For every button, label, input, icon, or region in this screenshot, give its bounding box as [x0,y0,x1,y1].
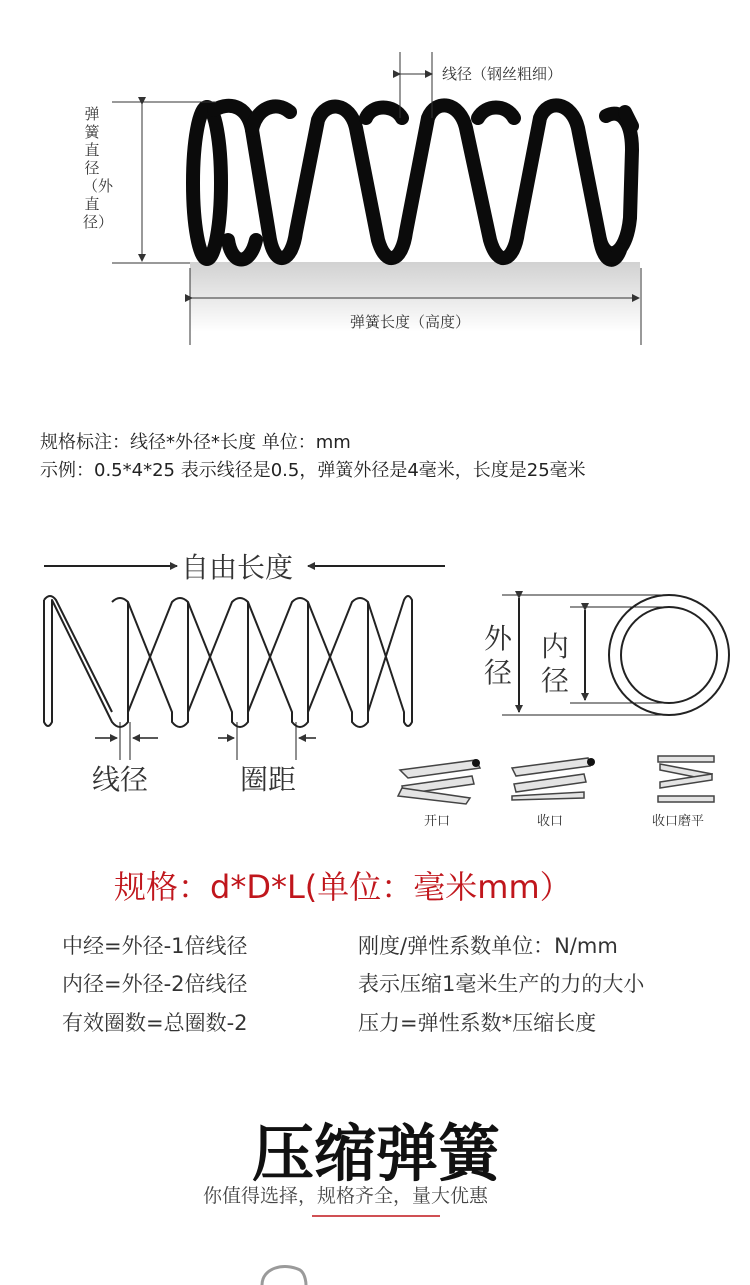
spring-line-drawing [44,596,412,727]
open-end-dot [472,759,480,767]
spring-length-label: 弹簧长度（高度） [350,313,471,331]
formula-right-3: 压力=弹性系数*压缩长度 [358,1011,597,1035]
spec-note-line2: 示例：0.5*4*25 表示线径是0.5，弹簧外径是4毫米，长度是25毫米 [40,460,586,481]
product-title: 压缩弹簧 [252,1117,501,1190]
formula-right-2: 表示压缩1毫米生产的力的大小 [358,972,645,996]
closed-end-dot [587,758,595,766]
inner-diameter-label: 内径 [540,630,569,697]
outer-diameter-label: 外径 [483,622,512,689]
free-length-label: 自由长度 [181,551,294,584]
spec-title: 规格：d*D*L(单位：毫米mm） [114,868,572,906]
formula-left-2: 内径=外径-2倍线径 [62,972,248,996]
end-type-closed [512,758,590,800]
formula-left-3: 有效圈数=总圈数-2 [62,1011,248,1035]
formula-left-1: 中经=外径-1倍线径 [62,934,248,958]
wire-diameter-drawing-label: 线径 [92,763,149,796]
wire-diameter-label: 线径（钢丝粗细） [442,65,563,83]
end-type-open-label: 开口 [424,814,451,829]
bottom-spring-preview [262,1266,306,1285]
spec-note-line1: 规格标注：线径*外径*长度 单位：mm [40,432,351,453]
black-spring-image [193,105,632,259]
pitch-label: 圈距 [240,763,297,796]
end-type-ground-label: 收口磨平 [652,814,705,829]
formula-right-1: 刚度/弹性系数单位：N/mm [358,934,618,958]
end-type-ground [658,756,714,802]
end-type-closed-label: 收口 [537,814,564,829]
end-type-open [398,760,480,804]
spring-diameter-label: 弹簧直径（外直径） [83,105,114,231]
product-subtitle: 你值得选择，规格齐全，量大优惠 [203,1185,489,1207]
ring-diagram [609,595,729,715]
